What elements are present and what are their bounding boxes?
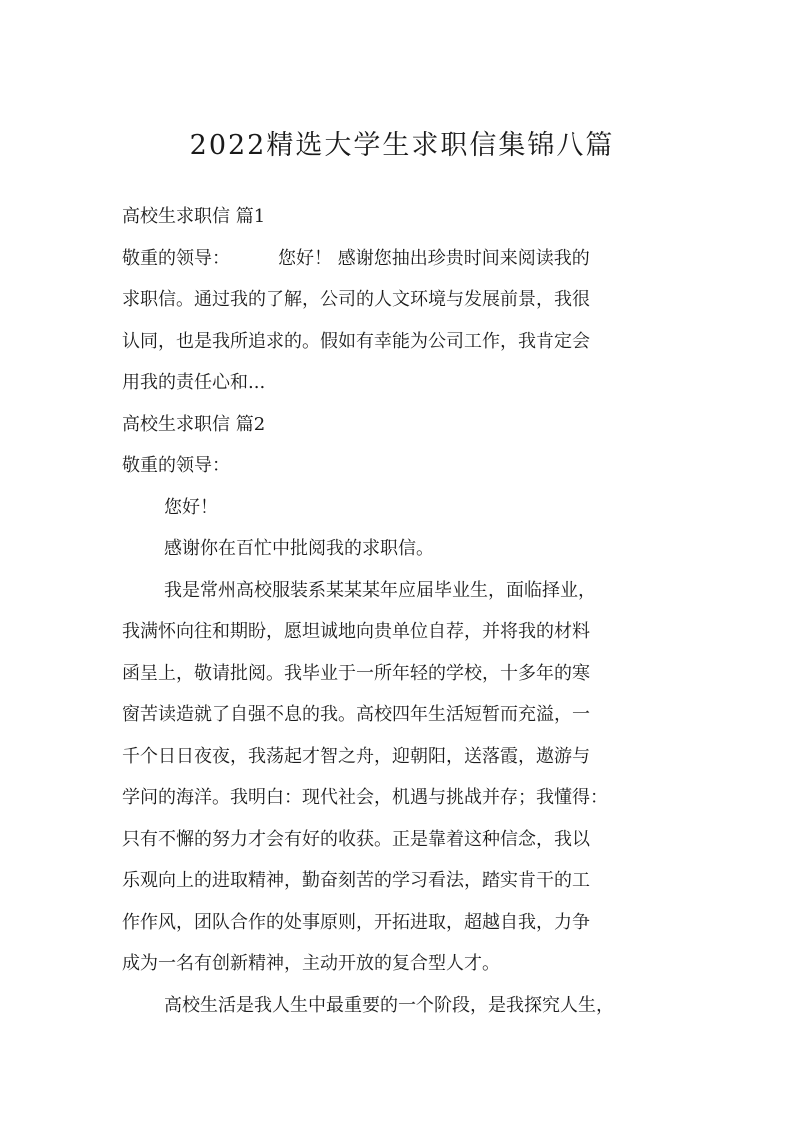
text-line: 感谢你在百忙中批阅我的求职信。 [164,538,434,559]
text-line [122,238,682,280]
text-line: 认同，也是我所追求的。假如有幸能为公司工作，我肯定会 [122,330,590,352]
text-line: 求职信。通过我的了解，公司的人文环境与发展前景，我很 [122,289,590,310]
text-line: 用我的责任心和... [122,372,266,393]
salutation: 敬重的领导： [122,455,230,476]
text-line: 作作风，团队合作的处事原则，开拓进取，超越自我，力争 [122,911,590,933]
text-line: 函呈上，敬请批阅。我毕业于一所年轻的学校，十多年的寒 [122,662,590,684]
text-line: 千个日日夜夜，我荡起才智之舟，迎朝阳，送落霞，遨游与 [122,745,590,767]
text-line: 只有不懈的努力才会有好的收获。正是靠着这种信念，我以 [122,828,590,850]
greeting-continued: 您好！ 感谢您抽出珍贵时间来阅读我的 [278,247,590,269]
text-line: 高校生活是我人生中最重要的一个阶段，是我探究人生， [164,994,614,1016]
text-line: 我是常州高校服装系某某某年应届毕业生，面临择业， [164,579,596,601]
text-line: 乐观向上的进取精神，勤奋刻苦的学习看法，踏实肯干的工 [122,870,590,891]
page-title: 2022精选大学生求职信集锦八篇 [189,130,615,161]
section-heading-1: 高校生求职信 篇1 [122,206,266,227]
section-heading-2: 高校生求职信 篇2 [122,413,266,435]
text-line: 学问的海洋。我明白：现代社会，机遇与挑战并存；我懂得： [122,787,608,808]
greeting: 您好！ [164,496,218,518]
text-line: 窗苦读造就了自强不息的我。高校四年生活短暂而充溢，一 [122,704,590,725]
salutation: 敬重的领导： [122,247,230,269]
text-line: 成为一名有创新精神，主动开放的复合型人才。 [122,953,500,974]
letter-body [122,196,682,1026]
text-line: 我满怀向往和期盼，愿坦诚地向贵单位自荐，并将我的材料 [122,621,590,642]
